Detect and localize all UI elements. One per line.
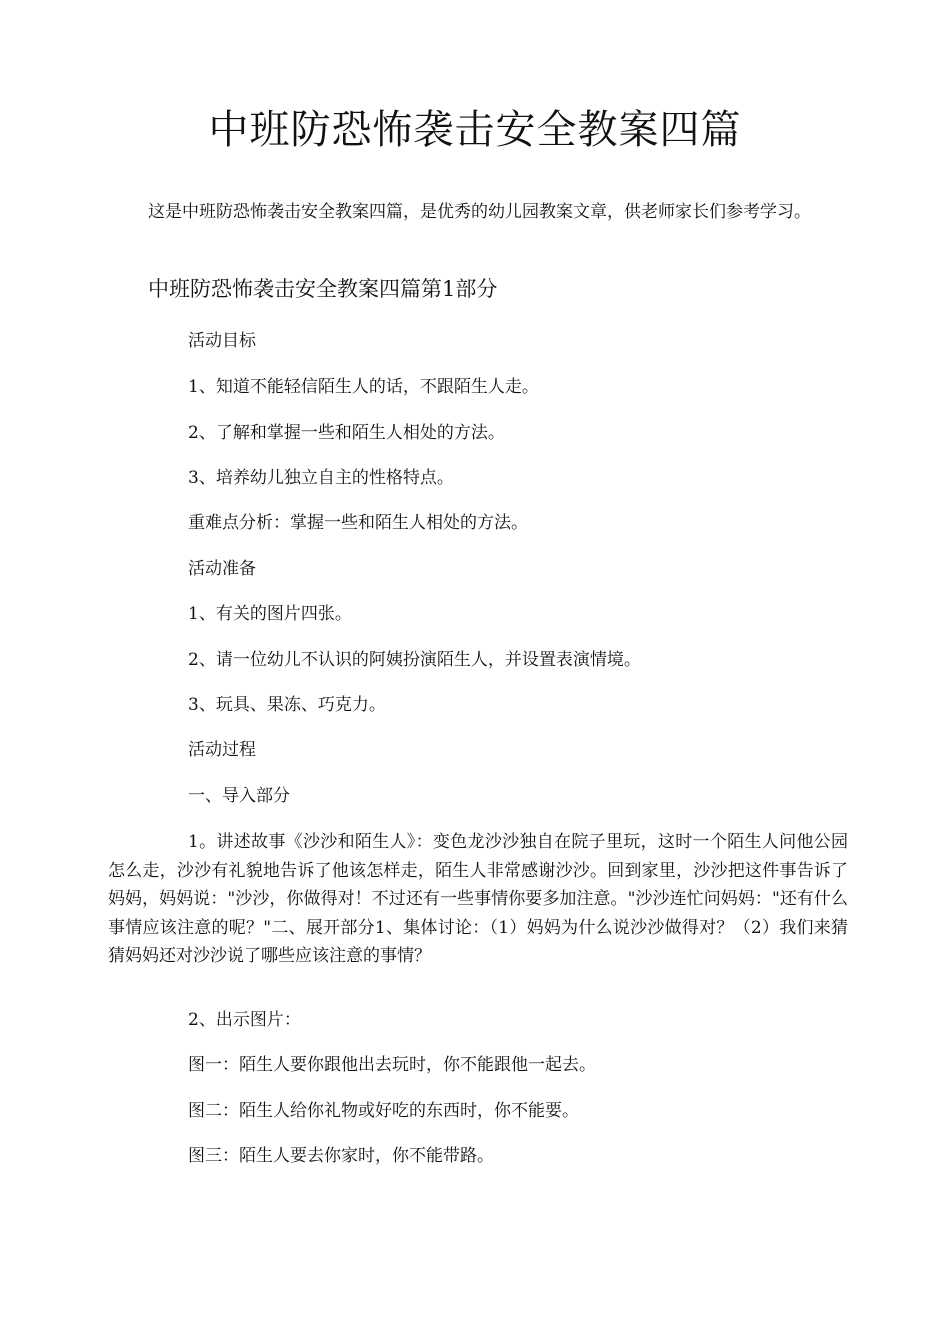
prep-item: 1、有关的图片四张。 xyxy=(188,604,352,624)
goal-item: 3、培养幼儿独立自主的性格特点。 xyxy=(188,468,454,488)
document-title: 中班防恐怖袭击安全教案四篇 xyxy=(208,107,742,153)
picture-item: 图一：陌生人要你跟他出去玩时，你不能跟他一起去。 xyxy=(188,1055,596,1075)
picture-item: 图二：陌生人给你礼物或好吃的东西时，你不能要。 xyxy=(188,1101,579,1121)
key-points-line: 重难点分析：掌握一些和陌生人相处的方法。 xyxy=(188,513,528,533)
activity-process-heading: 活动过程 xyxy=(188,740,256,760)
show-pictures-line: 2、出示图片： xyxy=(188,1010,301,1030)
section-heading: 中班防恐怖袭击安全教案四篇第1部分 xyxy=(148,277,498,301)
prep-item: 2、请一位幼儿不认识的阿姨扮演陌生人，并设置表演情境。 xyxy=(188,650,641,670)
story-paragraph: 1。讲述故事《沙沙和陌生人》：变色龙沙沙独自在院子里玩，这时一个陌生人问他公园怎么走，沙沙有礼貌地告诉了他该怎样走，陌生人非常感谢沙沙。回到家里，沙沙把这件事告诉了妈妈，妈妈说："沙沙，你做得对！不过还有一些事情你要多加注意。"沙沙连忙问妈妈："还有什么事情应该注意的呢？"二、展开部分1、集体讨论：（1）妈妈为什么说沙沙做得对？（2）我们来猜猜妈妈还对沙沙说了哪些应该注意的事情？ xyxy=(108,832,848,966)
intro-paragraph: 这是中班防恐怖袭击安全教案四篇，是优秀的幼儿园教案文章，供老师家长们参考学习。 xyxy=(148,202,811,222)
prep-item: 3、玩具、果冻、巧克力。 xyxy=(188,695,386,715)
activity-goals-heading: 活动目标 xyxy=(188,331,256,351)
picture-item: 图三：陌生人要去你家时，你不能带路。 xyxy=(188,1146,494,1166)
intro-part-heading: 一、导入部分 xyxy=(188,786,290,806)
goal-item: 1、知道不能轻信陌生人的话，不跟陌生人走。 xyxy=(188,377,539,397)
goal-item: 2、了解和掌握一些和陌生人相处的方法。 xyxy=(188,423,505,443)
activity-prep-heading: 活动准备 xyxy=(188,559,256,579)
